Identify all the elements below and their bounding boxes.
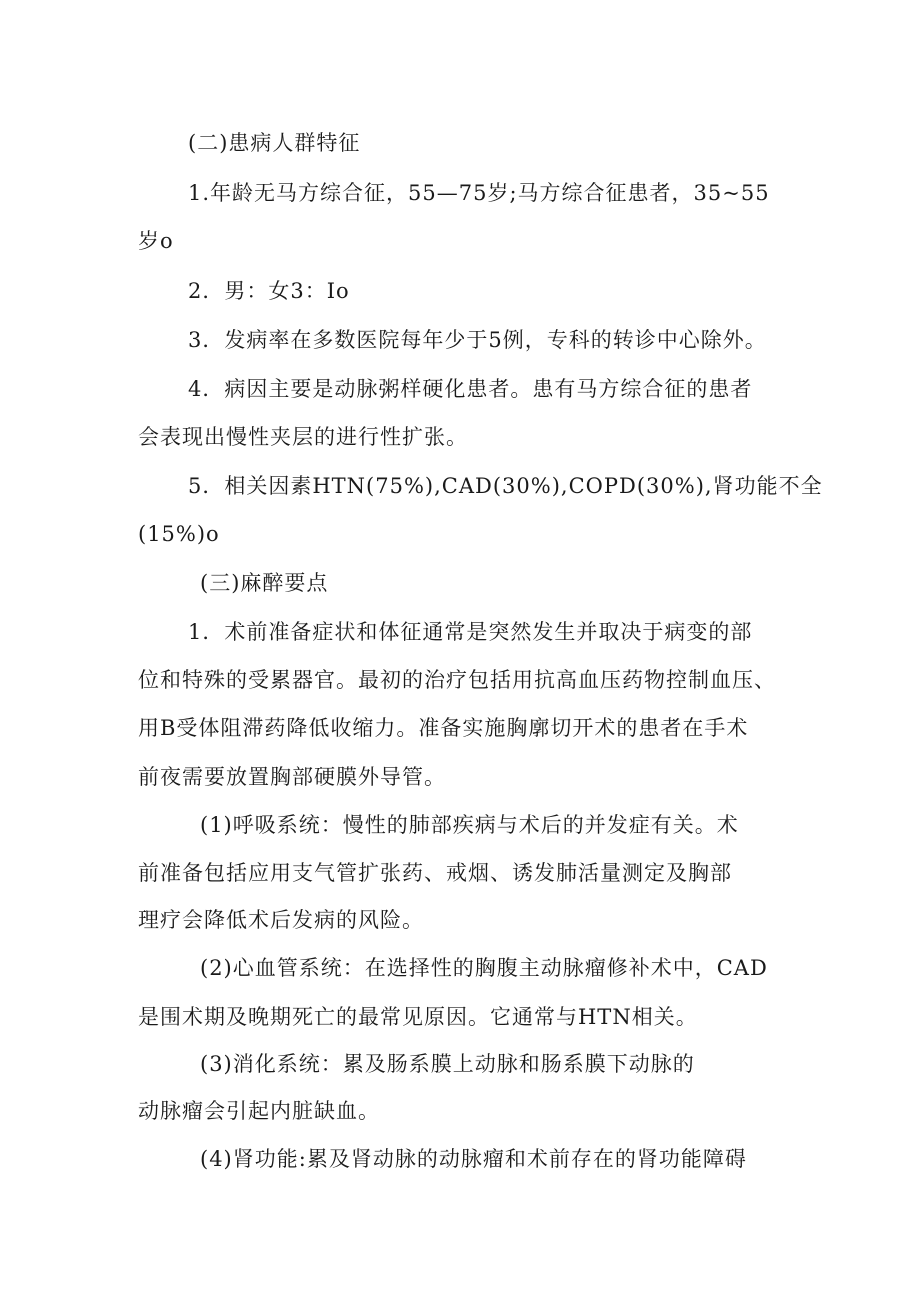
paragraph-line: (2)心血管系统：在选择性的胸腹主动脉瘤修补术中，CAD xyxy=(200,956,768,980)
paragraph-line: (15%)o xyxy=(138,522,220,546)
paragraph-line: 2．男：女3：Io xyxy=(188,279,350,303)
paragraph-line: 会表现出慢性夹层的进行性扩张。 xyxy=(138,425,468,449)
paragraph-line: 前准备包括应用支气管扩张药、戒烟、诱发肺活量测定及胸部 xyxy=(138,861,732,885)
paragraph-line: 是围术期及晚期死亡的最常见原因。它通常与HTN相关。 xyxy=(138,1005,698,1029)
paragraph-line: 理疗会降低术后发病的风险。 xyxy=(138,908,424,932)
paragraph-line: 5．相关因素HTN(75%),CAD(30%),COPD(30%),肾功能不全 xyxy=(188,474,823,498)
paragraph-line: 3．发病率在多数医院每年少于5例，专科的转诊中心除外。 xyxy=(188,328,767,352)
paragraph-line: (3)消化系统：累及肠系膜上动脉和肠系膜下动脉的 xyxy=(200,1052,695,1076)
section-heading: (三)麻醉要点 xyxy=(200,571,329,595)
paragraph-line: 位和特殊的受累器官。最初的治疗包括用抗高血压药物控制血压、 xyxy=(138,668,776,692)
paragraph-line: 1.年龄无马方综合征，55—75岁;马方综合征患者，35~55 xyxy=(188,181,770,205)
paragraph-line: 前夜需要放置胸部硬膜外导管。 xyxy=(138,765,446,789)
paragraph-line: 用B受体阻滞药降低收缩力。准备实施胸廓切开术的患者在手术 xyxy=(138,716,749,740)
paragraph-line: (4)肾功能:累及肾动脉的动脉瘤和术前存在的肾功能障碍 xyxy=(200,1147,747,1171)
paragraph-line: 岁o xyxy=(138,229,174,253)
paragraph-line: 1．术前准备症状和体征通常是突然发生并取决于病变的部 xyxy=(188,620,753,644)
paragraph-line: 动脉瘤会引起内脏缺血。 xyxy=(138,1099,380,1123)
section-heading: (二)患病人群特征 xyxy=(188,131,361,155)
paragraph-line: 4．病因主要是动脉粥样硬化患者。患有马方综合征的患者 xyxy=(188,377,753,401)
paragraph-line: (1)呼吸系统：慢性的肺部疾病与术后的并发症有关。术 xyxy=(200,813,739,837)
